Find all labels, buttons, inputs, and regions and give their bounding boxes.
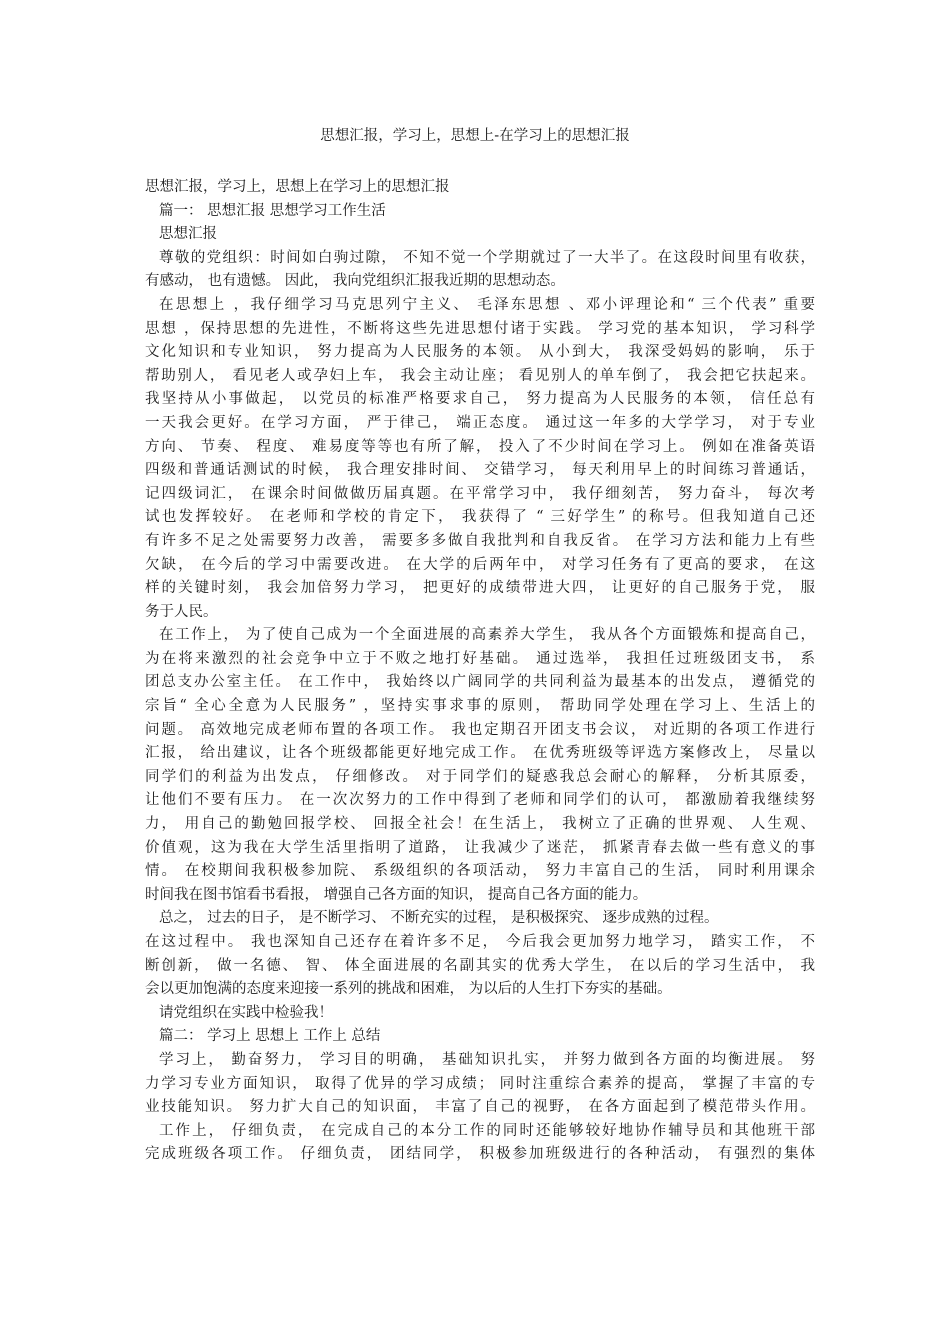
text-line: 思想 ，保持思想的先进性，不断将这些先进思想付诸于实践。 学习党的基本知识， 学习科学 (145, 320, 815, 337)
text-line: 会以更加饱满的态度来迎接一系列的挑战和困难， 为以后的人生打下夯实的基础。 (145, 981, 672, 998)
text-line: 有许多不足之处需要努力改善， 需要多多做自我批判和自我反省。 在学习方法和能力上有些 (145, 532, 815, 549)
text-line: 问题。 高效地完成老师布置的各项工作。 我也定期召开团支书会议， 对近期的各项工作进行 (145, 721, 815, 738)
text-line: 同学们的利益为出发点， 仔细修改。 对于同学们的疑惑我总会耐心的解释， 分析其原委， (145, 768, 815, 785)
text-line: 力， 用自己的勤勉回报学校、 回报全社会！在生活上， 我树立了正确的世界观、 人生观、 (145, 816, 815, 833)
text-line: 务于人民。 (145, 603, 218, 620)
text-line: 完成班级各项工作。 仔细负责， 团结同学， 积极参加班级进行的各种活动， 有强烈的集体 (145, 1146, 815, 1163)
text-line: 请党组织在实践中检验我！ (159, 1004, 333, 1021)
text-line: 文化知识和专业知识， 努力提高为人民服务的本领。 从小到大， 我深受妈妈的影响， 乐于 (145, 344, 815, 361)
text-line: 在思想上 ，我仔细学习马克思列宁主义、 毛泽东思想 、邓小评理论和“ 三个代表” 重要 (159, 296, 815, 313)
text-line: 有感动， 也有遗憾。 因此， 我向党组织汇报我近期的思想动态。 (145, 273, 565, 290)
text-line: 篇二： 学习上 思想上 工作上 总结 (159, 1028, 381, 1045)
text-line: 记四级词汇， 在课余时间做做历届真题。在平常学习中， 我仔细刻苦， 努力奋斗， 每次考 (145, 485, 815, 502)
text-line: 为在将来激烈的社会竞争中立于不败之地打好基础。 通过选举， 我担任过班级团支书， 系 (145, 650, 815, 667)
text-line: 力学习专业方面知识， 取得了优异的学习成绩； 同时注重综合素养的提高， 掌握了丰富的专 (145, 1075, 815, 1092)
document-title: 思想汇报，学习上，思想上-在学习上的思想汇报 (320, 128, 630, 144)
text-line: 我坚持从小事做起， 以党员的标准严格要求自己， 努力提高为人民服务的本领， 信任总有 (145, 391, 815, 408)
text-line: 学习上， 勤奋努力， 学习目的明确， 基础知识扎实， 并努力做到各方面的均衡进展。 努 (159, 1051, 815, 1068)
text-line: 四级和普通话测试的时候， 我合理安排时间、 交错学习， 每天利用早上的时间练习普通话， (145, 462, 815, 479)
text-line: 样的关键时刻， 我会加倍努力学习， 把更好的成绩带进大四， 让更好的自己服务于党， 服 (145, 580, 815, 597)
text-line: 一天我会更好。在学习方面， 严于律己， 端正态度。 通过这一年多的大学学习， 对于专业 (145, 414, 815, 431)
text-line: 团总支办公室主任。 在工作中， 我始终以广阔同学的共同利益为最基本的出发点， 遵循党的 (145, 674, 815, 691)
text-line: 试也发挥较好。 在老师和学校的肯定下， 我获得了 “ 三好学生” 的称号。但我知道自己还 (145, 509, 815, 526)
text-line: 宗旨“ 全心全意为人民服务” ，坚持实事求事的原则， 帮助同学处理在学习上、生活上的 (145, 698, 815, 715)
text-line: 尊敬的党组织：时间如白驹过隙， 不知不觉一个学期就过了一大半了。在这段时间里有收获， (159, 249, 815, 266)
text-line: 思想汇报 (159, 226, 217, 243)
text-line: 在这过程中。 我也深知自己还存在着许多不足， 今后我会更加努力地学习， 踏实工作， 不 (145, 934, 815, 950)
text-line: 工作上， 仔细负责， 在完成自己的本分工作的同时还能够较好地协作辅导员和其他班干部 (159, 1122, 815, 1139)
text-line: 断创新， 做一名德、 智、 体全面进展的名副其实的优秀大学生， 在以后的学习生活中， 我 (145, 957, 815, 974)
text-line: 汇报， 给出建议，让各个班级都能更好地完成工作。 在优秀班级等评选方案修改上， 尽量以 (145, 745, 815, 762)
text-line: 篇一： 思想汇报 思想学习工作生活 (159, 202, 386, 219)
text-line: 方向、 节奏、 程度、 难易度等等也有所了解， 投入了不少时间在学习上。 例如在准备英语 (145, 438, 815, 455)
text-line: 帮助别人， 看见老人或孕妇上车， 我会主动让座； 看见别人的单车倒了， 我会把它扶起来。 (145, 367, 815, 384)
text-line: 在工作上， 为了使自己成为一个全面进展的高素养大学生， 我从各个方面锻炼和提高自己， (159, 627, 815, 644)
text-line: 思想汇报，学习上，思想上在学习上的思想汇报 (145, 179, 450, 195)
text-line: 时间我在图书馆看书看报， 增强自己各方面的知识， 提高自己各方面的能力。 (145, 886, 648, 903)
document-body (145, 176, 815, 1167)
text-line: 欠缺， 在今后的学习中需要改进。 在大学的后两年中， 对学习任务有了更高的要求， 在这 (145, 556, 815, 573)
text-line: 业技能知识。 努力扩大自己的知识面， 丰富了自己的视野， 在各方面起到了模范带头作用。 (145, 1099, 815, 1116)
text-line: 情。 在校期间我积极参加院、 系级组织的各项活动， 努力丰富自己的生活， 同时利用课余 (145, 863, 815, 880)
text-line: 总之， 过去的日子， 是不断学习、 不断充实的过程， 是积极探究、 逐步成熟的过程。 (159, 910, 719, 927)
text-line: 价值观，这为我在大学生活里指明了道路， 让我减少了迷茫， 抓紧青春去做一些有意义的事 (145, 839, 815, 856)
text-line: 让他们不要有压力。 在一次次努力的工作中得到了老师和同学们的认可， 都激励着我继续努 (145, 792, 815, 809)
